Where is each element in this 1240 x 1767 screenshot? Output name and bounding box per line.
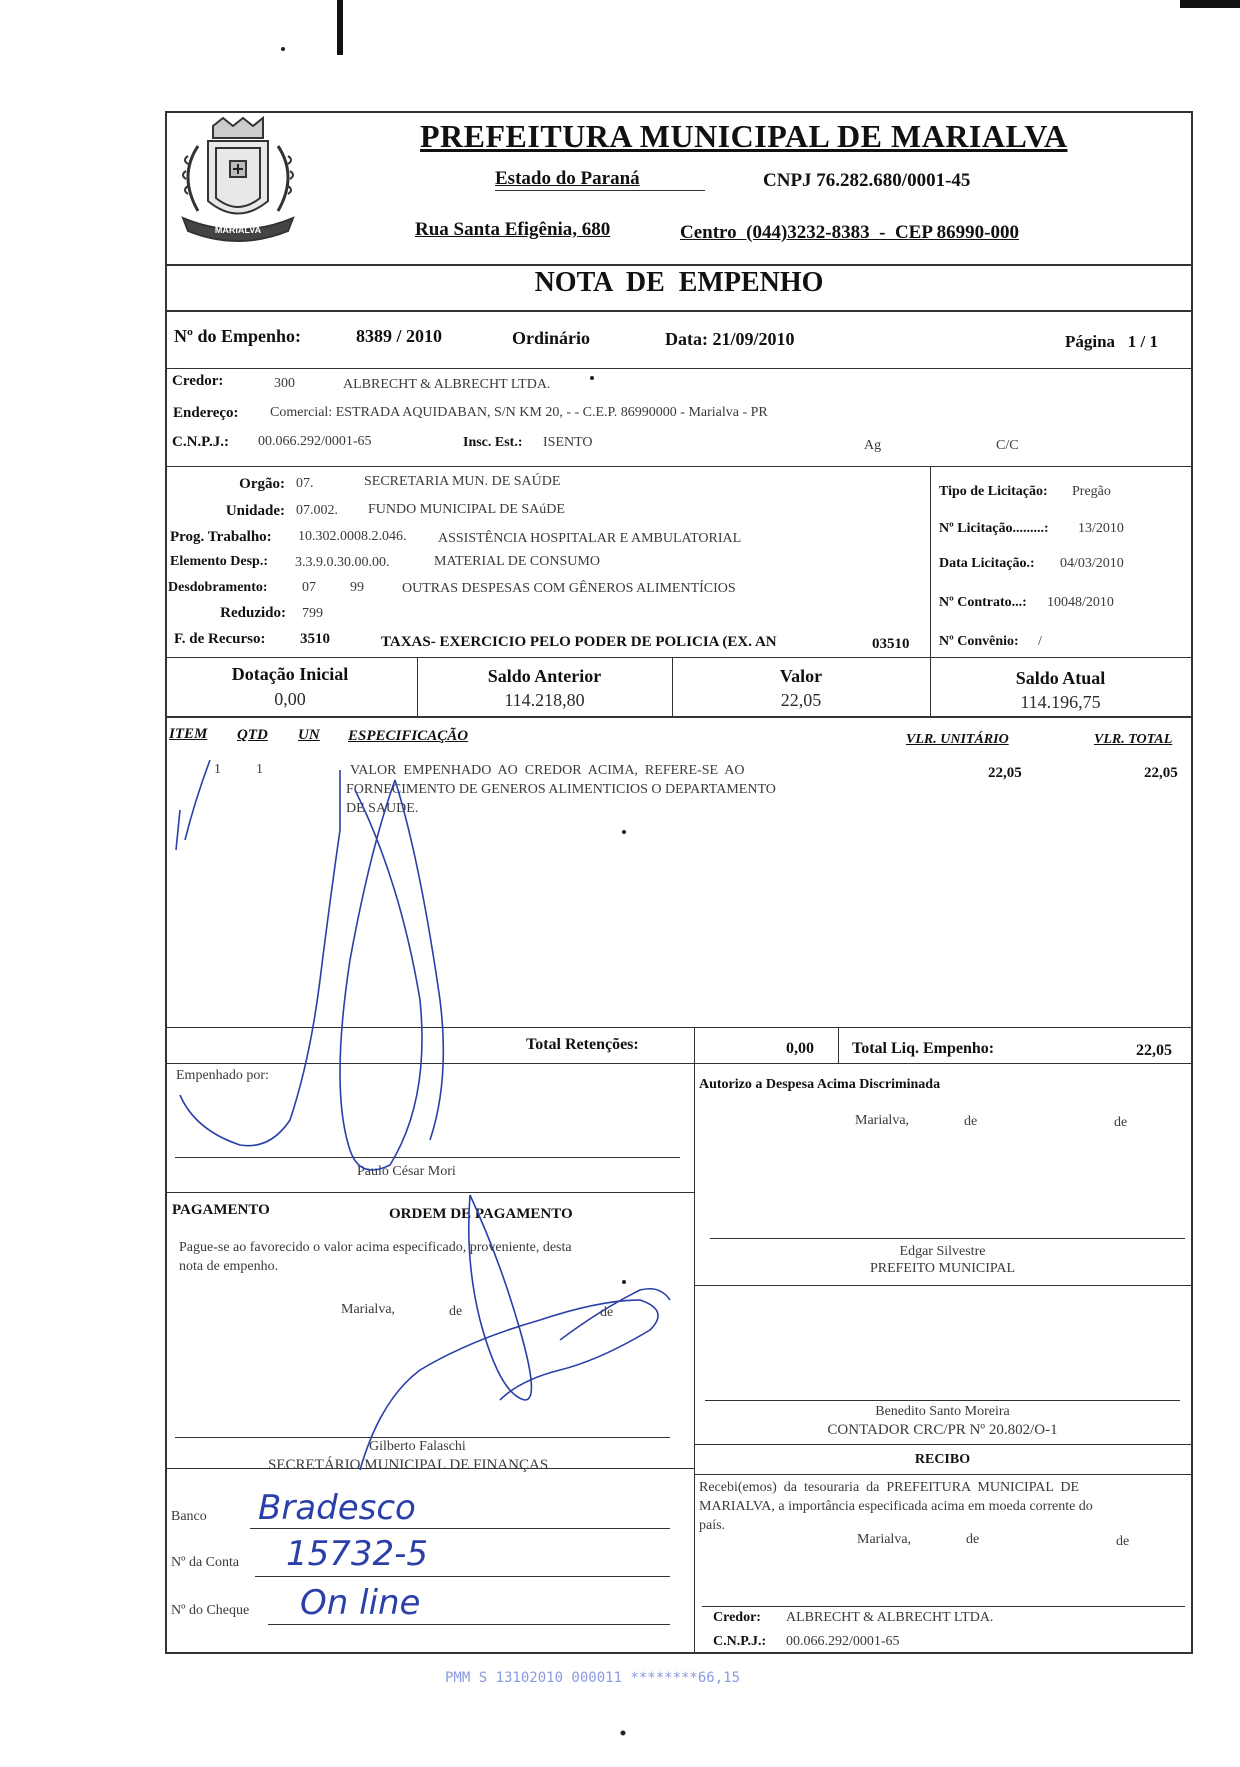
- pagamento-text1: Pague-se ao favorecido o valor acima especificado, proveniente, desta: [179, 1240, 572, 1255]
- recibo-text3: país.: [699, 1518, 726, 1533]
- recibo-cnpj-label: C.N.P.J.:: [713, 1634, 767, 1649]
- recibo-text2: MARIALVA, a importância especificada acima em moeda corrente do: [699, 1499, 1093, 1514]
- signature-line: [705, 1400, 1180, 1401]
- retencoes-value: 0,00: [786, 1040, 814, 1057]
- address-contact: Centro (044)3232-8383 - CEP 86990-000: [680, 222, 1019, 243]
- liq-empenho-label: Total Liq. Empenho:: [852, 1040, 995, 1057]
- divider: [165, 264, 1193, 266]
- conta-handwritten: 15732-5: [286, 1534, 429, 1574]
- prog-code: 10.302.0008.2.046.: [298, 529, 407, 544]
- unidade-code: 07.002.: [296, 503, 338, 518]
- signature-line: [175, 1437, 670, 1438]
- row-item: 1: [214, 762, 221, 777]
- dotacao-label: Dotação Inicial: [231, 664, 349, 684]
- prefeito-role: PREFEITO MUNICIPAL: [869, 1261, 1016, 1276]
- desdobramento-code2: 99: [350, 580, 364, 595]
- outer-border-bottom: [165, 1652, 1193, 1654]
- signature-line: [702, 1606, 1185, 1607]
- credor-address: Comercial: ESTRADA AQUIDABAN, S/N KM 20, - - C.E.P. 86990000 - Marialva - PR: [270, 405, 768, 420]
- col-unit: VLR. UNITÁRIO: [906, 732, 1009, 747]
- divider: [165, 716, 1193, 718]
- divider: [165, 1192, 695, 1193]
- banco-line: [250, 1528, 670, 1529]
- credor-name: ALBRECHT & ALBRECHT LTDA.: [343, 377, 551, 392]
- col-un: UN: [298, 727, 320, 743]
- divider: [165, 310, 1193, 312]
- contrato: 10048/2010: [1047, 595, 1114, 610]
- convenio-label: Nº Convênio:: [939, 634, 1019, 649]
- autorizo-label: Autorizo a Despesa Acima Discriminada: [699, 1077, 941, 1092]
- data-licitacao-label: Data Licitação.:: [939, 556, 1035, 571]
- recibo-text1: Recebi(emos) da tesouraria da PREFEITURA MUNICIPAL DE: [699, 1480, 1080, 1495]
- reduzido-value: 799: [302, 606, 323, 621]
- pagamento-de1: de: [449, 1304, 463, 1319]
- col-total: VLR. TOTAL: [1094, 732, 1173, 747]
- empenho-date: Data: 21/09/2010: [665, 329, 795, 349]
- desdobramento-label: Desdobramento:: [168, 580, 268, 595]
- state-underline: [495, 190, 705, 191]
- outer-border-right: [1191, 111, 1193, 1654]
- page-number: Página 1 / 1: [1065, 332, 1159, 351]
- prog-label: Prog. Trabalho:: [170, 529, 272, 545]
- saldo-anterior-value: 114.218,80: [504, 690, 585, 710]
- contador-role: CONTADOR CRC/PR Nº 20.802/O-1: [827, 1422, 1058, 1438]
- recurso-code2: 03510: [872, 636, 910, 652]
- elemento-name: MATERIAL DE CONSUMO: [434, 554, 600, 569]
- col-spec: ESPECIFICAÇÃO: [348, 728, 469, 744]
- signature-line: [175, 1157, 680, 1158]
- secretario-name: Gilberto Falaschi: [369, 1439, 466, 1454]
- unidade-label: Unidade:: [225, 503, 285, 519]
- empenhado-signer: Paulo César Mori: [357, 1164, 456, 1179]
- recibo-label: RECIBO: [914, 1452, 971, 1467]
- row-spec-line1: VALOR EMPENHADO AO CREDOR ACIMA, REFERE-SE AO: [350, 763, 745, 778]
- address-street: Rua Santa Efigênia, 680: [415, 219, 611, 240]
- insc-label: Insc. Est.:: [463, 435, 523, 450]
- signature-line: [710, 1238, 1185, 1239]
- outer-border-top: [165, 111, 1193, 113]
- org-title: PREFEITURA MUNICIPAL DE MARIALVA: [420, 118, 1068, 154]
- pagamento-city: Marialva,: [341, 1302, 396, 1317]
- recibo-credor: ALBRECHT & ALBRECHT LTDA.: [786, 1610, 994, 1625]
- autorizo-de1: de: [964, 1114, 978, 1129]
- empenho-type: Ordinário: [512, 328, 591, 348]
- credor-label: Credor:: [172, 373, 224, 389]
- recibo-city: Marialva,: [857, 1532, 912, 1547]
- recibo-credor-label: Credor:: [713, 1610, 761, 1625]
- num-licitacao-label: Nº Licitação.........:: [939, 521, 1049, 536]
- row-qtd: 1: [256, 762, 263, 777]
- row-spec-line2: FORNECIMENTO DE GENEROS ALIMENTICIOS O DEPARTAMENTO: [346, 782, 776, 797]
- address-label: Endereço:: [173, 405, 239, 421]
- recibo-cnpj: 00.066.292/0001-65: [786, 1634, 900, 1649]
- saldo-atual-label: Saldo Atual: [1015, 668, 1106, 688]
- divider: [165, 1027, 1193, 1028]
- cnpj-label: CNPJ 76.282.680/0001-45: [763, 170, 971, 191]
- valor-value: 22,05: [780, 690, 822, 710]
- autorizo-de2: de: [1114, 1115, 1128, 1130]
- recurso-code: 3510: [300, 631, 330, 647]
- pagamento-text2: nota de empenho.: [179, 1259, 279, 1274]
- credor-cnpj: 00.066.292/0001-65: [258, 434, 372, 449]
- elemento-label: Elemento Desp.:: [170, 554, 268, 569]
- prefeito-name: Edgar Silvestre: [899, 1244, 986, 1259]
- credor-code: 300: [274, 376, 295, 391]
- orgao-label: Orgão:: [239, 476, 285, 492]
- saldo-atual-value: 114.196,75: [1020, 692, 1101, 712]
- cheque-handwritten: On line: [300, 1583, 421, 1623]
- unidade-name: FUNDO MUNICIPAL DE SAúDE: [368, 502, 565, 517]
- divider: [694, 1444, 1193, 1445]
- divider: [694, 1285, 1193, 1286]
- svg-text:MARIALVA: MARIALVA: [214, 225, 262, 235]
- divider: [694, 1027, 695, 1654]
- elemento-code: 3.3.9.0.30.00.00.: [295, 555, 390, 570]
- recurso-label: F. de Recurso:: [174, 631, 266, 647]
- num-licitacao: 13/2010: [1078, 521, 1124, 536]
- divider: [694, 1474, 1193, 1475]
- outer-border-left: [165, 111, 167, 1654]
- reduzido-label: Reduzido:: [220, 605, 286, 621]
- retencoes-label: Total Retenções:: [526, 1036, 639, 1053]
- cnpj-credor-label: C.N.P.J.:: [172, 434, 229, 450]
- orgao-code: 07.: [296, 476, 314, 491]
- desdobramento-name: OUTRAS DESPESAS COM GÊNEROS ALIMENTÍCIOS: [402, 581, 736, 596]
- conta-label: Nº da Conta: [171, 1555, 240, 1570]
- document-title: NOTA DE EMPENHO: [534, 267, 824, 298]
- orgao-name: SECRETARIA MUN. DE SAÚDE: [364, 474, 561, 489]
- pagamento-label: PAGAMENTO: [172, 1202, 270, 1218]
- col-qtd: QTD: [237, 727, 268, 743]
- tipo-licitacao-label: Tipo de Licitação:: [939, 484, 1048, 499]
- prog-name: ASSISTÊNCIA HOSPITALAR E AMBULATORIAL: [438, 531, 742, 546]
- ordem-pagamento-label: ORDEM DE PAGAMENTO: [389, 1206, 573, 1222]
- coat-of-arms: [168, 106, 308, 256]
- recibo-de2: de: [1116, 1534, 1130, 1549]
- banco-label: Banco: [171, 1509, 207, 1524]
- divider: [165, 657, 1193, 658]
- divider: [838, 1027, 839, 1063]
- desdobramento-code1: 07: [302, 580, 316, 595]
- mechanical-stamp: PMM S 13102010 000011 ********66,15: [445, 1670, 741, 1686]
- data-licitacao: 04/03/2010: [1060, 556, 1124, 571]
- row-spec-line3: DE SAUDE.: [346, 801, 419, 816]
- banco-handwritten: Bradesco: [258, 1488, 416, 1528]
- saldo-anterior-label: Saldo Anterior: [487, 666, 602, 686]
- valor-label: Valor: [779, 666, 823, 686]
- state-label: Estado do Paraná: [495, 168, 640, 189]
- secretario-role: SECRETÁRIO MUNICIPAL DE FINANÇAS: [268, 1457, 549, 1473]
- pagamento-de2: de: [600, 1305, 614, 1320]
- convenio: /: [1038, 634, 1042, 649]
- ag-label: Ag: [864, 438, 882, 453]
- row-unit-value: 22,05: [988, 765, 1022, 781]
- dotacao-value: 0,00: [274, 689, 306, 709]
- cc-label: C/C: [996, 438, 1019, 453]
- divider: [165, 1063, 1193, 1064]
- divider: [165, 466, 1193, 467]
- row-total-value: 22,05: [1144, 765, 1178, 781]
- tipo-licitacao: Pregão: [1072, 484, 1111, 499]
- conta-line: [255, 1576, 670, 1577]
- col-item: ITEM: [169, 726, 208, 742]
- recibo-de1: de: [966, 1532, 980, 1547]
- empenho-number-label: Nº do Empenho:: [174, 326, 301, 346]
- autorizo-city: Marialva,: [855, 1113, 910, 1128]
- divider: [165, 368, 1193, 369]
- cheque-label: Nº do Cheque: [171, 1603, 250, 1618]
- cheque-line: [268, 1624, 670, 1625]
- liq-empenho-value: 22,05: [1136, 1042, 1172, 1059]
- empenhado-label: Empenhado por:: [176, 1068, 269, 1083]
- contrato-label: Nº Contrato...:: [939, 595, 1027, 610]
- empenho-number: 8389 / 2010: [356, 326, 443, 346]
- insc-value: ISENTO: [543, 435, 593, 450]
- recurso-name: TAXAS- EXERCICIO PELO PODER DE POLICIA (EX. AN: [381, 634, 777, 650]
- contador-name: Benedito Santo Moreira: [875, 1404, 1010, 1419]
